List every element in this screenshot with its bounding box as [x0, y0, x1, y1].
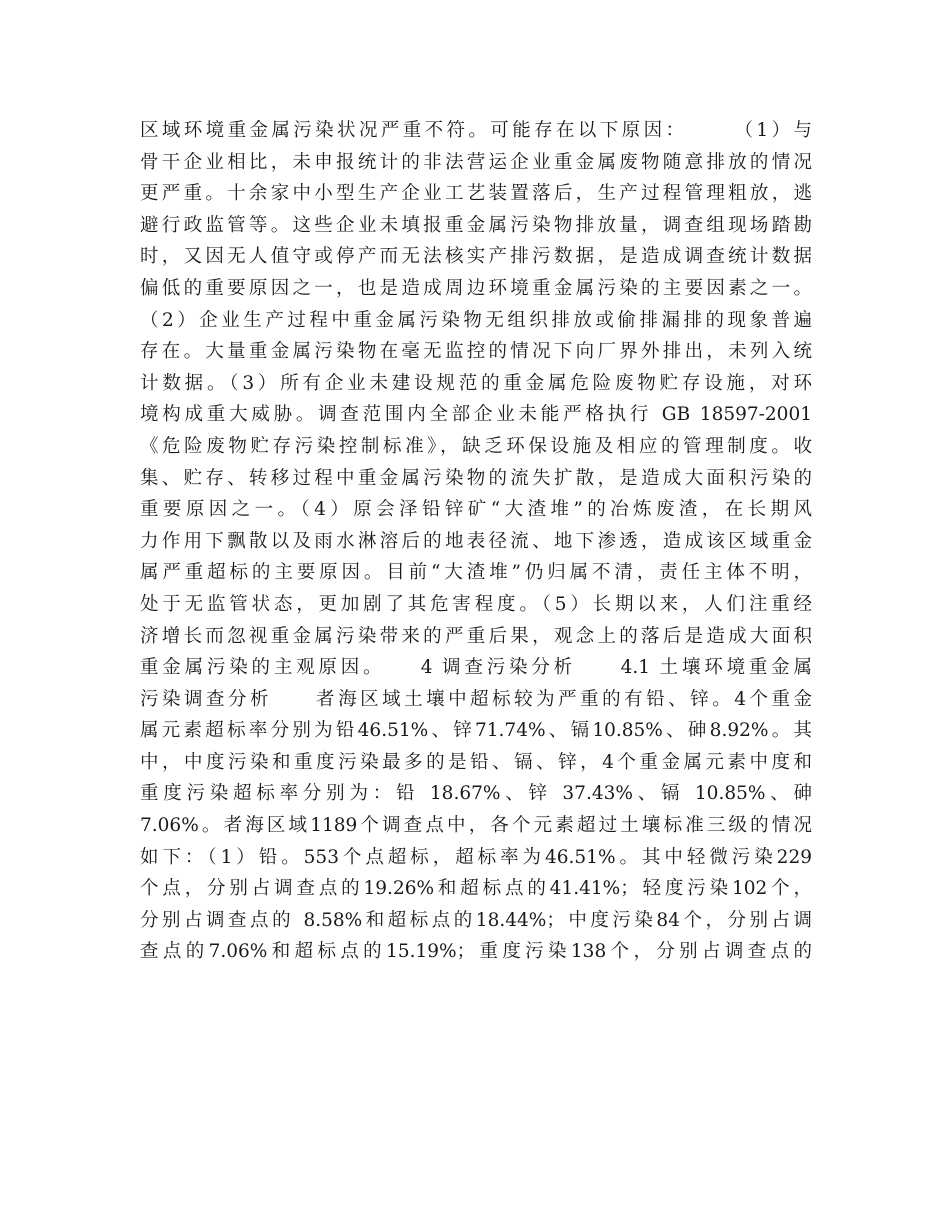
text-line: 重度污染超标率分别为：铅 18.67%、锌 37.43%、镉 10.85%、砷 — [140, 783, 812, 805]
text-line: 集、贮存、转移过程中重金属污染物的流失扩散，是造成大面积污染的 — [140, 467, 812, 489]
text-line: 处于无监管状态，更加剧了其危害程度。（5）长期以来，人们注重经 — [140, 593, 812, 615]
body-text — [140, 115, 812, 968]
text-line: 力作用下飘散以及雨水淋溶后的地表径流、地下渗透，造成该区域重金 — [140, 530, 812, 552]
text-line: 计数据。（3）所有企业未建设规范的重金属危险废物贮存设施，对环 — [140, 372, 812, 394]
text-line: 区域环境重金属污染状况严重不符。可能存在以下原因： （1）与 — [140, 120, 812, 141]
text-line: 存在。大量重金属污染物在毫无监控的情况下向厂界外排出，未列入统 — [140, 341, 812, 363]
text-line: 属元素超标率分别为铅46.51%、锌71.74%、镉10.85%、砷8.92%。其 — [140, 720, 812, 742]
text-line: 重金属污染的主观原因。 4 调查污染分析 4.1 土壤环境重金属 — [140, 657, 812, 679]
text-line: 重要原因之一。（4）原会泽铅锌矿“大渣堆”的冶炼废渣，在长期风 — [140, 499, 812, 521]
text-line: 个点，分别占调查点的19.26%和超标点的41.41%；轻度污染102个， — [140, 878, 812, 900]
text-line: 避行政监管等。这些企业未填报重金属污染物排放量，调查组现场踏勘 — [140, 214, 812, 236]
text-line: 中，中度污染和重度污染最多的是铅、镉、锌，4个重金属元素中度和 — [140, 751, 812, 773]
text-line: 属严重超标的主要原因。目前“大渣堆”仍归属不清，责任主体不明， — [140, 562, 812, 584]
text-line: 济增长而忽视重金属污染带来的严重后果，观念上的落后是造成大面积 — [140, 625, 812, 647]
text-line: 7.06%。者海区域1189个调查点中，各个元素超过土壤标准三级的情况 — [140, 815, 812, 837]
text-line: 时，又因无人值守或停产而无法核实产排污数据，是造成调查统计数据 — [140, 246, 812, 268]
text-line: 《危险废物贮存污染控制标准》，缺乏环保设施及相应的管理制度。收 — [140, 435, 812, 457]
text-line: 更严重。十余家中小型生产企业工艺装置落后，生产过程管理粗放，逃 — [140, 183, 812, 205]
text-line: 污染调查分析 者海区域土壤中超标较为严重的有铅、锌。4个重金 — [140, 688, 812, 710]
text-line: 境构成重大威胁。调查范围内全部企业未能严格执行 GB 18597-2001 — [140, 404, 812, 426]
text-line: 如下：（1）铅。553个点超标，超标率为46.51%。其中轻微污染229 — [140, 846, 812, 868]
text-line: 查点的7.06%和超标点的15.19%；重度污染138个，分别占调查点的 — [140, 941, 812, 963]
text-line: 分别占调查点的 8.58%和超标点的18.44%；中度污染84个，分别占调 — [140, 909, 812, 931]
text-line: 偏低的重要原因之一，也是造成周边环境重金属污染的主要因素之一。 — [140, 277, 812, 299]
text-line: 骨干企业相比，未申报统计的非法营运企业重金属废物随意排放的情况 — [140, 151, 812, 173]
text-line: （2）企业生产过程中重金属污染物无组织排放或偷排漏排的现象普遍 — [140, 309, 812, 331]
